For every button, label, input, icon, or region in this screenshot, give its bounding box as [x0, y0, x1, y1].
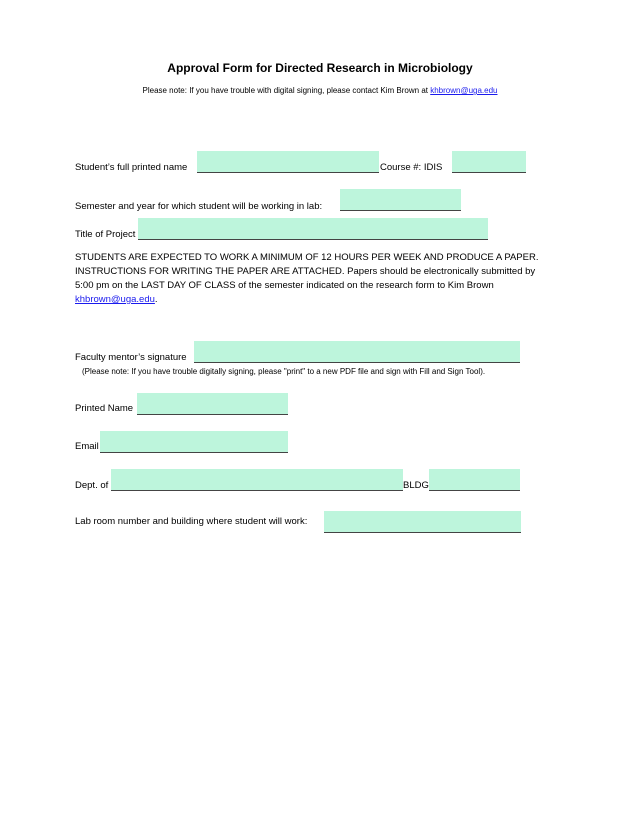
- dept-field[interactable]: [111, 469, 403, 491]
- project-title-label: Title of Project: [75, 229, 136, 240]
- signature-note: (Please note: If you have trouble digitally signing, please "print" to a new PDF file and sign with Fill and Sign Tool).: [82, 367, 486, 376]
- requirements-text: STUDENTS ARE EXPECTED TO WORK A MINIMUM OF 12 HOURS PER WEEK AND PRODUCE A PAPER. INSTRUCTIONS FOR WRITING THE PAPER ARE ATTACHED. Papers should be electronically submitted by 5:00 pm on the LAST DAY OF CLASS of the semester indicated on the research form to Kim Brown: [75, 252, 539, 291]
- student-name-label: Student’s full printed name: [75, 162, 188, 173]
- course-number-label: Course #: IDIS: [380, 162, 443, 173]
- dept-label: Dept. of: [75, 480, 109, 491]
- printed-name-field[interactable]: [137, 393, 288, 415]
- contact-email-link[interactable]: khbrown@uga.edu: [430, 86, 498, 95]
- project-title-field[interactable]: [138, 218, 488, 240]
- bldg-field[interactable]: [429, 469, 520, 491]
- printed-name-label: Printed Name: [75, 403, 134, 414]
- requirements-paragraph: [75, 251, 545, 307]
- course-number-field[interactable]: [452, 151, 526, 173]
- submission-email-link[interactable]: khbrown@uga.edu: [75, 294, 155, 305]
- lab-room-field[interactable]: [324, 511, 521, 533]
- note-text: Please note: If you have trouble with digital signing, please contact Kim Brown at: [142, 86, 431, 95]
- email-field[interactable]: [100, 431, 288, 453]
- form-title: Approval Form for Directed Research in Microbiology: [167, 61, 473, 75]
- requirements-end: .: [154, 294, 158, 305]
- lab-room-label: Lab room number and building where student will work:: [75, 516, 308, 527]
- mentor-signature-field[interactable]: [194, 341, 520, 363]
- email-label: Email: [75, 441, 99, 452]
- semester-field[interactable]: [340, 189, 461, 211]
- semester-label: Semester and year for which student will be working in lab:: [75, 201, 323, 212]
- mentor-signature-label: Faculty mentor’s signature: [75, 352, 187, 363]
- student-name-field[interactable]: [197, 151, 379, 173]
- digital-signing-note: [0, 86, 640, 95]
- bldg-label: BLDG: [403, 480, 429, 491]
